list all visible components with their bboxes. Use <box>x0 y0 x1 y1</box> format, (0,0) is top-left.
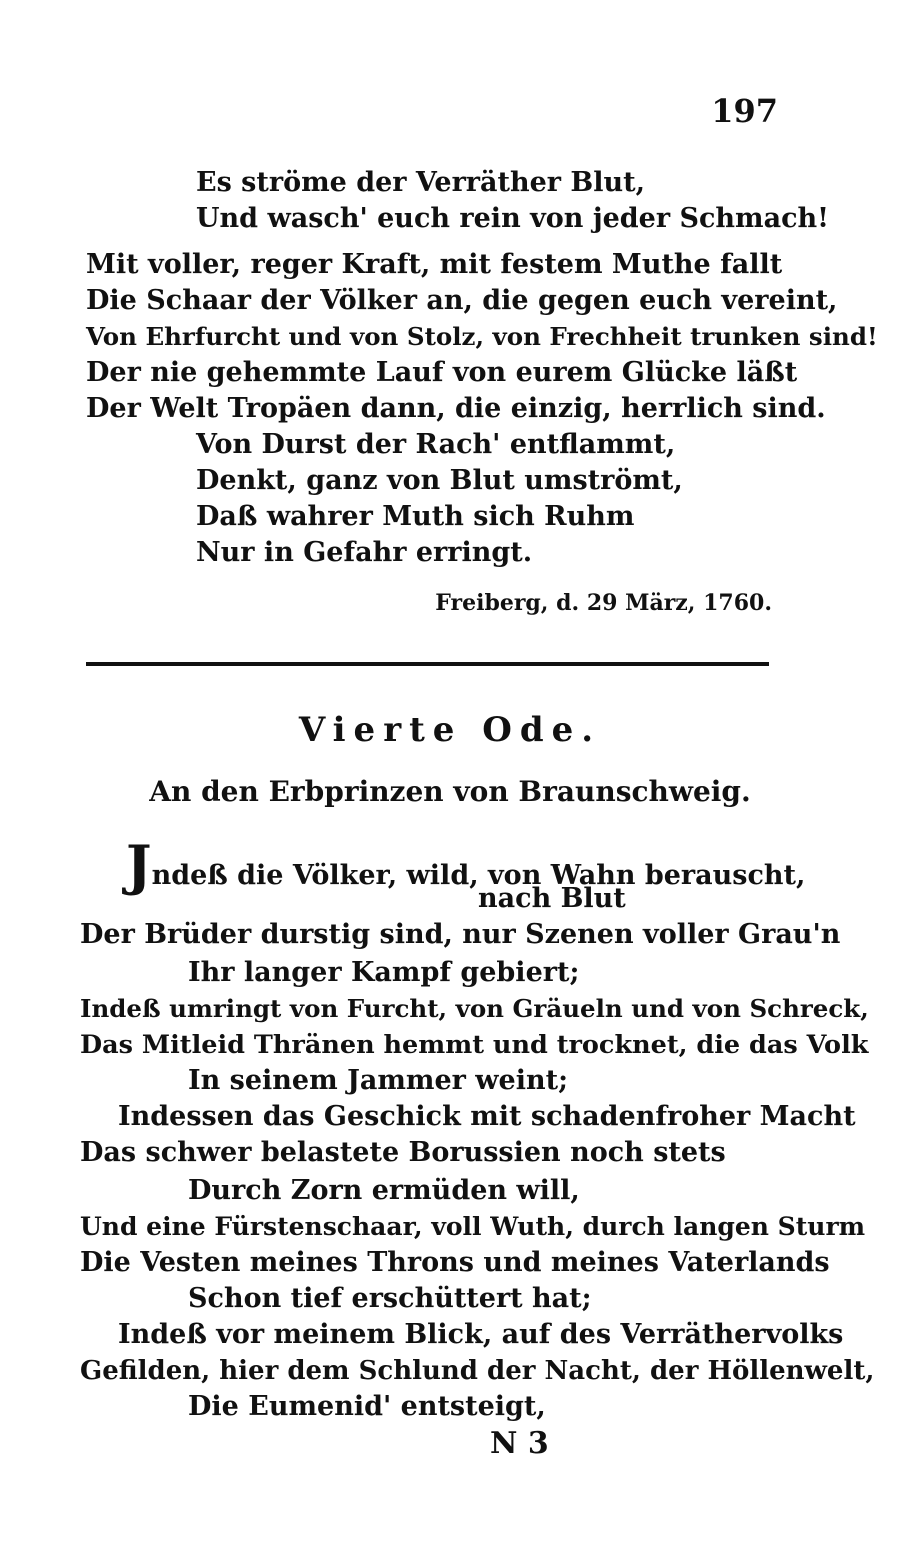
poem-line: Und eine Fürstenschaar, voll Wuth, durch langen Sturm <box>80 1212 866 1241</box>
ode-subtitle: An den Erbprinzen von Braunschweig. <box>149 775 751 808</box>
signature-mark: N 3 <box>490 1426 549 1461</box>
poem-line: Indeß umringt von Furcht, von Gräueln und von Schreck, <box>80 994 869 1023</box>
poem-line: Von Ehrfurcht und von Stolz, von Frechheit trunken sind! <box>86 322 878 351</box>
poem-line: Der Welt Tropäen dann, die einzig, herrlich sind. <box>86 393 826 424</box>
poem-line: Das schwer belastete Borussien noch stets <box>80 1137 726 1168</box>
poem-line: nach Blut <box>478 883 626 914</box>
poem-line: Mit voller, reger Kraft, mit festem Muthe fallt <box>86 249 783 280</box>
poem-line: Gefilden, hier dem Schlund der Nacht, der Höllenwelt, <box>80 1356 875 1386</box>
poem-line: Durch Zorn ermüden will, <box>188 1175 580 1206</box>
poem-line: Nur in Gefahr erringt. <box>196 537 533 568</box>
drop-cap: J <box>126 833 152 897</box>
poem-line: Indeß vor meinem Blick, auf des Verräthervolks <box>118 1319 844 1350</box>
place-date-signature: Freiberg, d. 29 März, 1760. <box>435 590 772 616</box>
first-line-text: ndeß die Völker, wild, von Wahn berauscht, <box>151 860 806 891</box>
poem-line: Denkt, ganz von Blut umströmt, <box>196 465 683 496</box>
poem-line: Das Mitleid Thränen hemmt und trocknet, die das Volk <box>80 1030 869 1060</box>
poem-line: Die Eumenid' entsteigt, <box>188 1391 546 1422</box>
poem-line: Ihr langer Kampf gebiert; <box>188 957 580 988</box>
poem-line: Und wasch' euch rein von jeder Schmach! <box>196 203 830 234</box>
poem-first-line <box>126 833 806 897</box>
poem-line: Von Durst der Rach' entflammt, <box>196 429 676 460</box>
poem-line: Es ströme der Verräther Blut, <box>196 167 645 198</box>
poem-line: Indessen das Geschick mit schadenfroher Macht <box>118 1101 856 1132</box>
page-number: 197 <box>711 92 778 130</box>
poem-line: Schon tief erschüttert hat; <box>188 1283 592 1314</box>
poem-line: Die Vesten meines Throns und meines Vaterlands <box>80 1247 830 1278</box>
poem-line: Der Brüder durstig sind, nur Szenen voller Grau'n <box>80 919 841 950</box>
ode-title: Vierte Ode. <box>298 710 602 750</box>
section-divider <box>86 662 769 666</box>
poem-line: Die Schaar der Völker an, die gegen euch vereint, <box>86 285 838 316</box>
poem-line: Daß wahrer Muth sich Ruhm <box>196 501 635 532</box>
poem-line: In seinem Jammer weint; <box>188 1065 569 1096</box>
poem-line: Der nie gehemmte Lauf von eurem Glücke läßt <box>86 357 798 388</box>
